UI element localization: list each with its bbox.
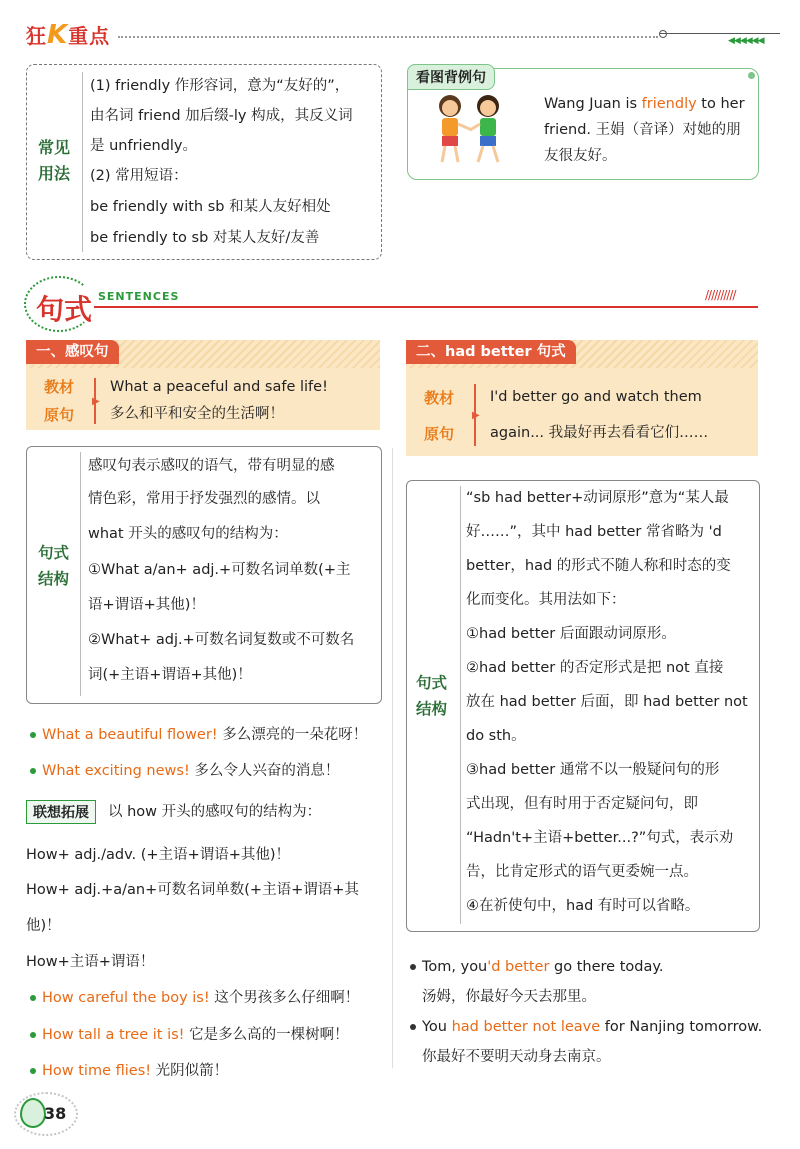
- right-structure-label2: 结构: [416, 700, 448, 718]
- right-structure-divider: [460, 486, 461, 924]
- right-example-2-cn: 你最好不要明天动身去南京。: [422, 1049, 611, 1065]
- left-source-arrow-icon: ▶: [92, 396, 100, 407]
- usage-line: 是 unfriendly。: [90, 138, 198, 154]
- left-example-5-cn: 光阴似箭！: [151, 1063, 229, 1079]
- right-structure-line: ④在祈使句中，had 有时可以省略。: [466, 898, 700, 914]
- left-example-3-en: How careful the boy is!: [42, 990, 210, 1006]
- brand-text-a: 狂: [26, 24, 47, 48]
- section-subtitle: SENTENCES: [98, 290, 180, 303]
- left-source-en: What a peaceful and safe life!: [110, 379, 328, 395]
- left-example-3: [42, 988, 359, 1008]
- usage-line: be friendly with sb 和某人友好相处: [90, 199, 331, 215]
- usage-divider: [82, 72, 83, 252]
- left-example-4-en: How tall a tree it is!: [42, 1027, 185, 1043]
- picture-example-line3: 友很友好。: [544, 148, 617, 164]
- left-section-tab: 一、感叹句: [26, 340, 119, 364]
- brand-k: K: [47, 20, 69, 50]
- right-structure-label1: 句式: [416, 674, 448, 692]
- left-example-5-en: How time flies!: [42, 1063, 152, 1079]
- left-example-2-en: What exciting news!: [42, 763, 190, 779]
- left-example-1-en: What a beautiful flower!: [42, 727, 218, 743]
- right-example-1-highlight: 'd better: [487, 959, 550, 975]
- left-structure-label1: 句式: [38, 544, 70, 562]
- usage-label: [38, 135, 78, 187]
- extension-text: 以 how 开头的感叹句的结构为：: [108, 804, 322, 820]
- left-source-label2: 原句: [44, 406, 75, 424]
- extension-tab: 联想拓展: [26, 800, 96, 824]
- right-source-label2: 原句: [424, 425, 455, 443]
- right-source-line2: again... 我最好再去看看它们……: [490, 425, 709, 441]
- left-structure-label: [38, 540, 76, 592]
- right-source-arrow-icon: ▶: [472, 410, 480, 421]
- bullet-icon: [30, 995, 36, 1001]
- how-line: How+主语+谓语！: [26, 954, 155, 970]
- bullet-icon: [30, 732, 36, 738]
- left-structure-line: ①What a/an+ adj.+可数名词单数(+主: [88, 562, 351, 578]
- right-structure-line: “sb had better+动词原形”意为“某人最: [466, 490, 729, 506]
- usage-line: (1) friendly 作形容词，意为“友好的”，: [90, 78, 350, 94]
- usage-line: 由名词 friend 加后缀-ly 构成，其反义词: [90, 108, 353, 124]
- bullet-icon: [30, 1068, 36, 1074]
- left-example-2-cn: 多么令人兴奋的消息！: [189, 763, 340, 779]
- usage-label-line1: 常见: [38, 138, 71, 157]
- right-structure-line: better，had 的形式不随人称和时态的变: [466, 558, 731, 574]
- picture-example-en-a: Wang Juan is: [544, 96, 642, 112]
- header-arrows-icon: ◀◀◀◀◀◀: [728, 36, 764, 46]
- left-structure-line: what 开头的感叹句的结构为：: [88, 526, 288, 542]
- section-title: 句式: [36, 293, 93, 326]
- right-structure-line: 式出现，但有时用于否定疑问句，即: [466, 796, 698, 812]
- friends-illustration: [420, 90, 520, 166]
- right-example-2-b: for Nanjing tomorrow.: [600, 1019, 763, 1035]
- how-line: How+ adj./adv. (+主语+谓语+其他)！: [26, 847, 291, 863]
- left-structure-line: 感叹句表示感叹的语气，带有明显的感: [88, 458, 335, 474]
- right-example-1: [422, 957, 663, 977]
- how-line: 他)！: [26, 918, 61, 934]
- bullet-icon: [30, 768, 36, 774]
- right-source-label1: 教材: [424, 389, 455, 407]
- page-number: 38: [44, 1104, 67, 1123]
- header-circle: [659, 30, 667, 38]
- left-source-cn: 多么和平和安全的生活啊！: [110, 406, 284, 422]
- picture-example-tab: 看图背例句: [407, 64, 495, 90]
- left-structure-label2: 结构: [38, 570, 70, 588]
- how-line: How+ adj.+a/an+可数名词单数(+主语+谓语+其: [26, 882, 359, 898]
- column-divider: [392, 448, 393, 1068]
- right-structure-line: 好……”，其中 had better 常省略为 'd: [466, 524, 722, 540]
- right-structure-line: 放在 had better 后面，即 had better not: [466, 694, 748, 710]
- right-example-2-a: You: [422, 1019, 452, 1035]
- left-source-label1: 教材: [44, 378, 75, 396]
- bullet-icon: [410, 1024, 416, 1030]
- left-example-1-cn: 多么漂亮的一朵花呀！: [217, 727, 368, 743]
- balloon-icon: [20, 1098, 46, 1128]
- right-structure-line: ③had better 通常不以一般疑问句的形: [466, 762, 720, 778]
- picture-example-dot: [748, 72, 755, 79]
- left-structure-line: ②What+ adj.+可数名词复数或不可数名: [88, 632, 355, 648]
- left-example-4-cn: 它是多么高的一棵树啊！: [184, 1027, 349, 1043]
- right-example-1-a: Tom, you: [422, 959, 488, 975]
- right-example-1-cn: 汤姆，你最好今天去那里。: [422, 989, 596, 1005]
- right-structure-label: [416, 670, 454, 722]
- picture-example-line2: friend. 王娟（音译）对她的朋: [544, 122, 741, 138]
- right-structure-line: ①had better 后面跟动词原形。: [466, 626, 676, 642]
- right-example-1-b: go there today.: [549, 959, 664, 975]
- right-structure-line: do sth。: [466, 728, 526, 744]
- left-example-4: [42, 1025, 349, 1045]
- bullet-icon: [30, 1032, 36, 1038]
- right-structure-line: “Hadn't+主语+better...?”句式，表示劝: [466, 830, 734, 846]
- section-rule: [94, 306, 758, 308]
- picture-example-highlight: friendly: [641, 96, 697, 112]
- right-section-tab: 二、had better 句式: [406, 340, 576, 364]
- bullet-icon: [410, 964, 416, 970]
- right-example-2-highlight: had better not leave: [451, 1019, 601, 1035]
- right-structure-line: 化而变化。其用法如下：: [466, 592, 626, 608]
- usage-line: be friendly to sb 对某人友好/友善: [90, 230, 320, 246]
- left-structure-divider: [80, 452, 81, 696]
- header-rule: [660, 33, 780, 34]
- right-example-2: [422, 1017, 762, 1037]
- left-structure-line: 情色彩，常用于抒发强烈的感情。以: [88, 491, 320, 507]
- usage-label-line2: 用法: [38, 164, 71, 183]
- section-slashes: //////////: [705, 288, 736, 302]
- right-structure-line: ②had better 的否定形式是把 not 直接: [466, 660, 724, 676]
- left-example-5: [42, 1061, 228, 1081]
- left-structure-line: 词(+主语+谓语+其他)！: [88, 667, 252, 683]
- left-example-2: [42, 761, 339, 781]
- header-dotted-rule: [118, 36, 658, 38]
- picture-example-en-b: to her: [696, 96, 745, 112]
- left-structure-line: 语+谓语+其他)！: [88, 597, 205, 613]
- brand-text-b: 重点: [68, 24, 111, 48]
- usage-line: (2) 常用短语：: [90, 168, 188, 184]
- right-structure-line: 告，比肯定形式的语气更委婉一点。: [466, 864, 698, 880]
- left-example-3-cn: 这个男孩多么仔细啊！: [209, 990, 360, 1006]
- brand-logo: [26, 20, 110, 50]
- picture-example-en: [544, 94, 745, 114]
- right-source-line1: I'd better go and watch them: [490, 389, 702, 405]
- left-example-1: [42, 725, 367, 745]
